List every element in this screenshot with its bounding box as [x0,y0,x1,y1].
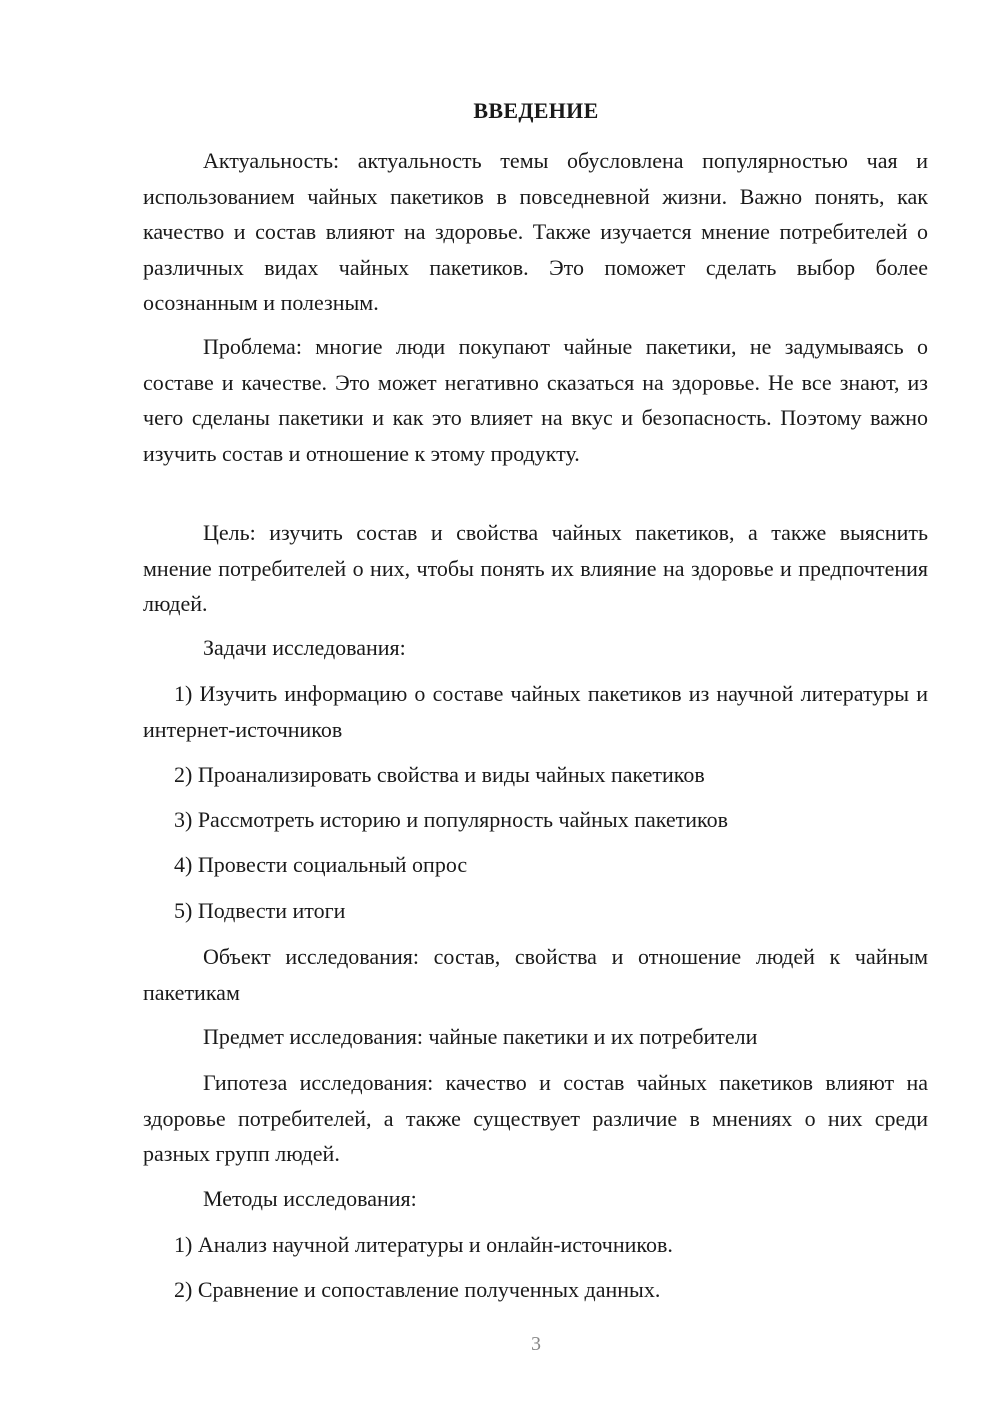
task-item: 1) Изучить информацию о составе чайных пакетиков из научной литературы и интернет-источников [143,681,928,742]
subject-paragraph: Предмет исследования: чайные пакетики и их потребители [203,1024,758,1049]
problem-paragraph: Проблема: многие люди покупают чайные пакетики, не задумываясь о составе и качестве. Это может негативно сказаться на здоровье. Не все знают, из чего сделаны пакетики и как это влияет на вкус и безопасность. Поэтому важно изучить состав и отношение к этому продукту. [143,334,928,466]
section-title: ВВЕДЕНИЕ [473,98,599,123]
hypothesis-paragraph: Гипотеза исследования: качество и состав чайных пакетиков влияют на здоровье потребителей, а также существует различие в мнениях о них среди разных групп людей. [143,1070,928,1166]
method-item: 1) Анализ научной литературы и онлайн-источников. [174,1232,673,1257]
task-item: 3) Рассмотреть историю и популярность чайных пакетиков [174,807,728,832]
task-item: 4) Провести социальный опрос [174,852,468,877]
task-item: 5) Подвести итоги [174,898,346,923]
goal-paragraph: Цель: изучить состав и свойства чайных пакетиков, а также выяснить мнение потребителей о них, чтобы понять их влияние на здоровье и предпочтения людей. [143,520,928,616]
tasks-heading: Задачи исследования: [203,635,406,660]
methods-heading: Методы исследования: [203,1186,417,1211]
method-item: 2) Сравнение и сопоставление полученных данных. [174,1277,661,1302]
page-number: 3 [531,1333,541,1355]
relevance-paragraph: Актуальность: актуальность темы обусловлена популярностью чая и использованием чайных пакетиков в повседневной жизни. Важно понять, как качество и состав влияют на здоровье. Также изучается мнение потребителей о различных видах чайных пакетиков. Это поможет сделать выбор более осознанным и полезным. [143,148,928,315]
task-item: 2) Проанализировать свойства и виды чайных пакетиков [174,762,705,787]
object-paragraph: Объект исследования: состав, свойства и отношение людей к чайным пакетикам [143,944,928,1005]
